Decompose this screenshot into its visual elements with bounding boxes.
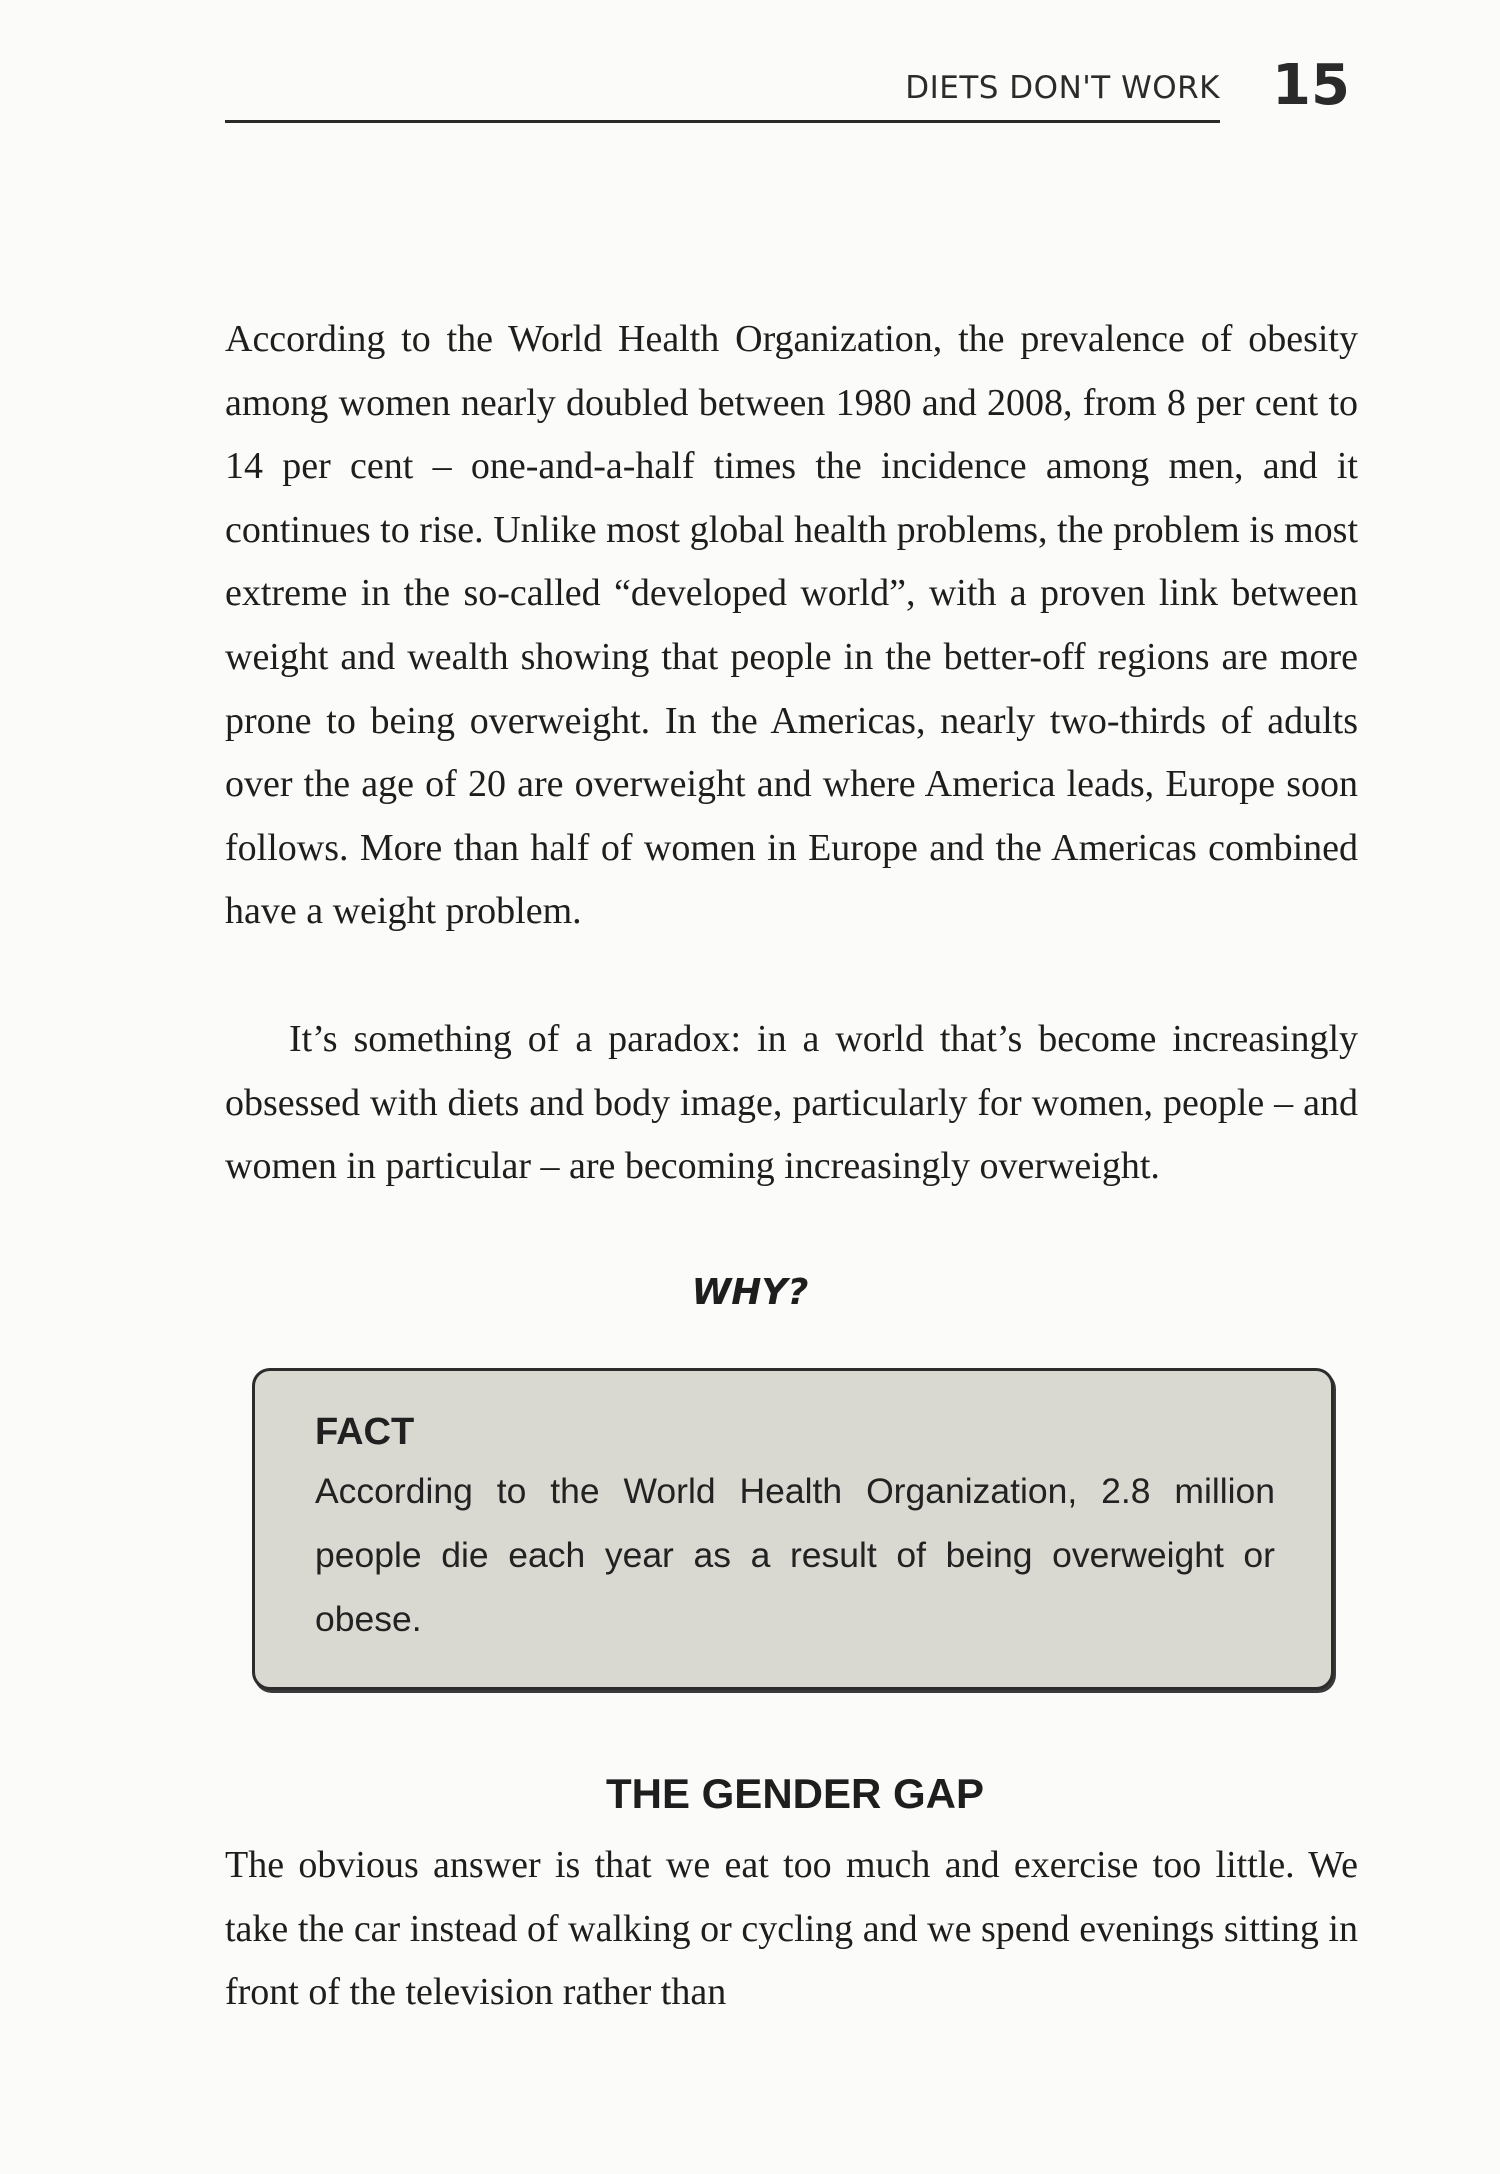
running-title: DIETS DON'T WORK — [905, 70, 1220, 106]
paragraph-text: It’s something of a paradox: in a world that’s become increasingly obsessed with diets and body image, particularly for women, people – and women in particular – are becoming increasingly overweight. — [225, 1018, 1358, 1188]
body-paragraph-2 — [225, 1008, 1358, 1199]
fact-title: FACT — [315, 1411, 415, 1453]
paragraph-text: The obvious answer is that we eat too much and exercise too little. We take the car instead of walking or cycling and we spend evenings sitting in front of the television rather than — [225, 1844, 1358, 2014]
why-heading: WHY? — [691, 1272, 809, 1313]
fact-box — [252, 1368, 1334, 1690]
running-header — [225, 62, 1220, 123]
paragraph-text: According to the World Health Organization, the prevalence of obesity among women nearly doubled between 1980 and 2008, from 8 per cent to 14 per cent – one-and-a-half times the incidence among men, and it continues to rise. Unlike most global health problems, the problem is most extreme in the so-called “developed world”, with a proven link between weight and wealth showing that people in the better-off regions are more prone to being overweight. In the Americas, nearly two-thirds of adults over the age of 20 are overweight and where America leads, Europe soon follows. More than half of women in Europe and the Americas combined have a weight problem. — [225, 318, 1358, 933]
body-paragraph-3 — [225, 1834, 1358, 2025]
body-paragraph-1 — [225, 308, 1358, 944]
page-number: 15 — [1272, 53, 1350, 118]
section-heading: THE GENDER GAP — [605, 1770, 985, 1817]
fact-text: According to the World Health Organization, 2.8 million people die each year as a result of being overweight or obese. — [315, 1471, 1275, 1639]
